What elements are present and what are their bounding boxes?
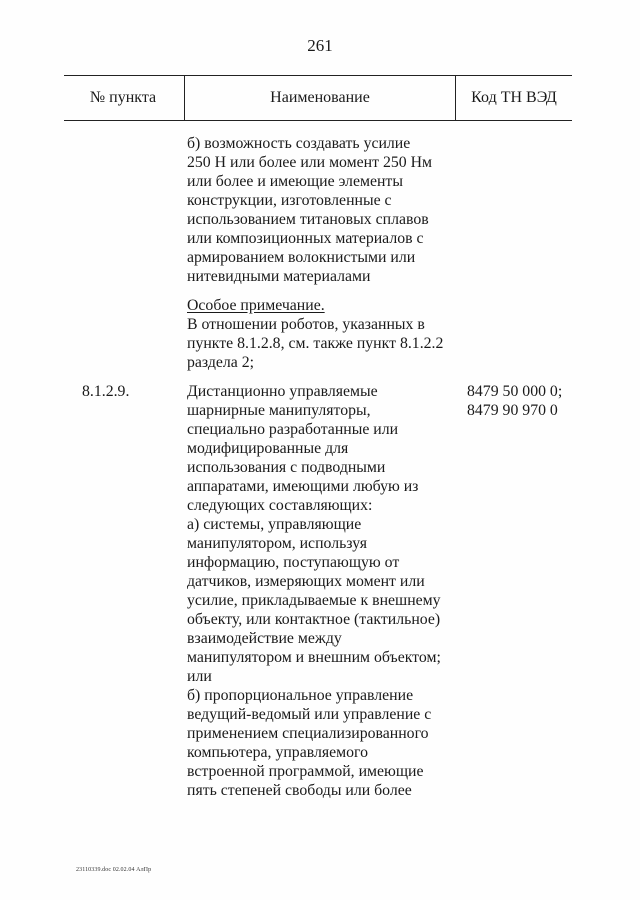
- item-codes: 8479 50 000 0; 8479 90 970 0: [467, 383, 563, 419]
- table-header: [64, 75, 572, 121]
- header-item-number: № пункта: [89, 89, 157, 106]
- page-number: 261: [307, 36, 333, 55]
- footer-file-reference: 23110339.doc 02.02.04 АлПр: [76, 867, 152, 873]
- item-number: 8.1.2.9.: [82, 383, 130, 400]
- header-code: Код ТН ВЭД: [471, 89, 557, 106]
- item-continuation-text: б) возможность создавать усилие 250 Н или более или момент 250 Нм или более и имеющие элементы конструкции, изготовленные с использованием титановых сплавов или композиционных материалов с армированием волокнистыми или нитевидными материалами: [187, 135, 433, 285]
- header-name: Наименование: [184, 76, 456, 120]
- special-note-text: В отношении роботов, указанных в пункте 8.1.2.8, см. также пункт 8.1.2.2 раздела 2;: [187, 316, 444, 371]
- special-note-title: Особое примечание.: [187, 297, 325, 314]
- item-description: Дистанционно управляемые шарнирные манипуляторы, специально разработанные или модифицированные для использования с подводными аппаратами, имеющими любую из следующих составляющих: а) системы, управляющие манипулятором, используя информацию, поступающую от датчиков, измеряющих момент или усилие, прикладываемые к внешнему объекту, или контактное (тактильное) взаимодействие между манипулятором и внешним объектом; или б) пропорциональное управление ведущий-ведомый или управление с применением специализированного компьютера, управляемого встроенной программой, имеющие пять степеней свободы или более: [187, 383, 441, 799]
